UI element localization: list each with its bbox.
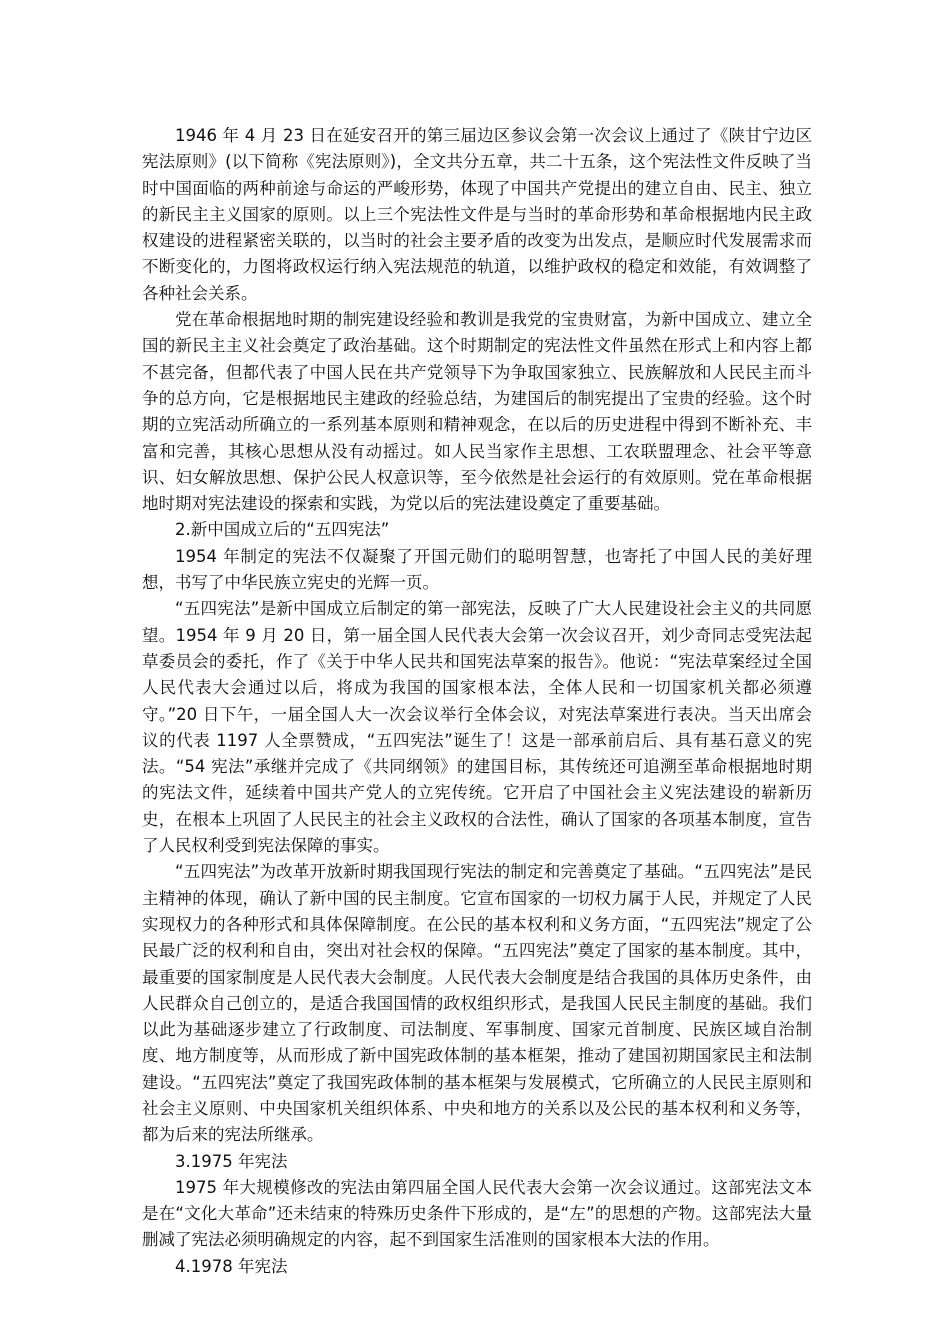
paragraph-shaanganning-constitution-principles: 1946 年 4 月 23 日在延安召开的第三届边区参议会第一次会议上通过了《陕甘宁边区宪法原则》(以下简称《宪法原则》)，全文共分五章，共二十五条，这个宪法性文件反映了当时中国面临的两种前途与命运的严峻形势，体现了中国共产党提出的建立自由、民主、独立的新民主主义国家的原则。以上三个宪法性文件是与当时的革命形势和革命根据地内民主政权建设的进程紧密关联的，以当时的社会主要矛盾的改变为出发点，是顺应时代发展需求而不断变化的，力图将政权运行纳入宪法规范的轨道，以维护政权的稳定和效能，有效调整了各种社会关系。 (142, 126, 812, 303)
paragraph-1975-constitution: 1975 年大规模修改的宪法由第四届全国人民代表大会第一次会议通过。这部宪法文本是在“文化大革命”还未结束的特殊历史条件下形成的，是“左”的思想的产物。这部宪法大量删减了宪法必须明确规定的内容，起不到国家生活准则的国家根本大法的作用。 (142, 1177, 812, 1250)
section-heading-1954-constitution: 2.新中国成立后的“五四宪法” (175, 520, 390, 540)
paragraph-1954-significance: “五四宪法”为改革开放新时期我国现行宪法的制定和完善奠定了基础。“五四宪法”是民主精神的体现，确认了新中国的民主制度。它宣布国家的一切权力属于人民，并规定了人民实现权力的各种形式和具体保障制度。在公民的基本权利和义务方面，“五四宪法”规定了公民最广泛的权利和自由，突出对社会权的保障。“五四宪法”奠定了国家的基本制度。其中，最重要的国家制度是人民代表大会制度。人民代表大会制度是结合我国的具体历史条件，由人民群众自己创立的，是适合我国国情的政权组织形式，是我国人民民主制度的基础。我们以此为基础逐步建立了行政制度、司法制度、军事制度、国家元首制度、民族区域自治制度、地方制度等，从而形成了新中国宪政体制的基本框架，推动了建国初期国家民主和法制建设。“五四宪法”奠定了我国宪政体制的基本框架与发展模式，它所确立的人民民主原则和社会主义原则、中央国家机关组织体系、中央和地方的关系以及公民的基本权利和义务等，都为后来的宪法所继承。 (142, 862, 812, 1145)
document-body (142, 123, 812, 1280)
paragraph-1954-adoption: “五四宪法”是新中国成立后制定的第一部宪法，反映了广大人民建设社会主义的共同愿望。1954 年 9 月 20 日，第一届全国人民代表大会第一次会议召开，刘少奇同志受宪法起草委员会的委托，作了《关于中华人民共和国宪法草案的报告》。他说：“宪法草案经过全国人民代表大会通过以后，将成为我国的国家根本法，全体人民和一切国家机关都必须遵守。”20 日下午，一届全国人大一次会议举行全体会议，对宪法草案进行表决。当天出席会议的代表 1197 人全票赞成，“五四宪法”诞生了！这是一部承前启后、具有基石意义的宪法。“54 宪法”承继并完成了《共同纲领》的建国目标，其传统还可追溯至革命根据地时期的宪法文件，延续着中国共产党人的立宪传统。它开启了中国社会主义宪法建设的崭新历史，在根本上巩固了人民民主的社会主义政权的合法性，确认了国家的各项基本制度，宣告了人民权利受到宪法保障的事实。 (142, 599, 812, 856)
section-heading-1978-constitution: 4.1978 年宪法 (175, 1256, 288, 1276)
section-heading-1975-constitution: 3.1975 年宪法 (175, 1151, 288, 1171)
paragraph-1954-intro: 1954 年制定的宪法不仅凝聚了开国元勋们的聪明智慧，也寄托了中国人民的美好理想，书写了中华民族立宪史的光辉一页。 (142, 546, 812, 593)
paragraph-base-area-constitution-experience: 党在革命根据地时期的制宪建设经验和教训是我党的宝贵财富，为新中国成立、建立全国的新民主主义社会奠定了政治基础。这个时期制定的宪法性文件虽然在形式上和内容上都不甚完备，但都代表了中国人民在共产党领导下为争取国家独立、民族解放和人民民主而斗争的总方向，它是根据地民主建政的经验总结，为建国后的制宪提出了宝贵的经验。这个时期的立宪活动所确立的一系列基本原则和精神观念，在以后的历史进程中得到不断补充、丰富和完善，其核心思想从没有动摇过。如人民当家作主思想、工农联盟理念、社会平等意识、妇女解放思想、保护公民人权意识等，至今依然是社会运行的有效原则。党在革命根据地时期对宪法建设的探索和实践，为党以后的宪法建设奠定了重要基础。 (142, 310, 812, 514)
